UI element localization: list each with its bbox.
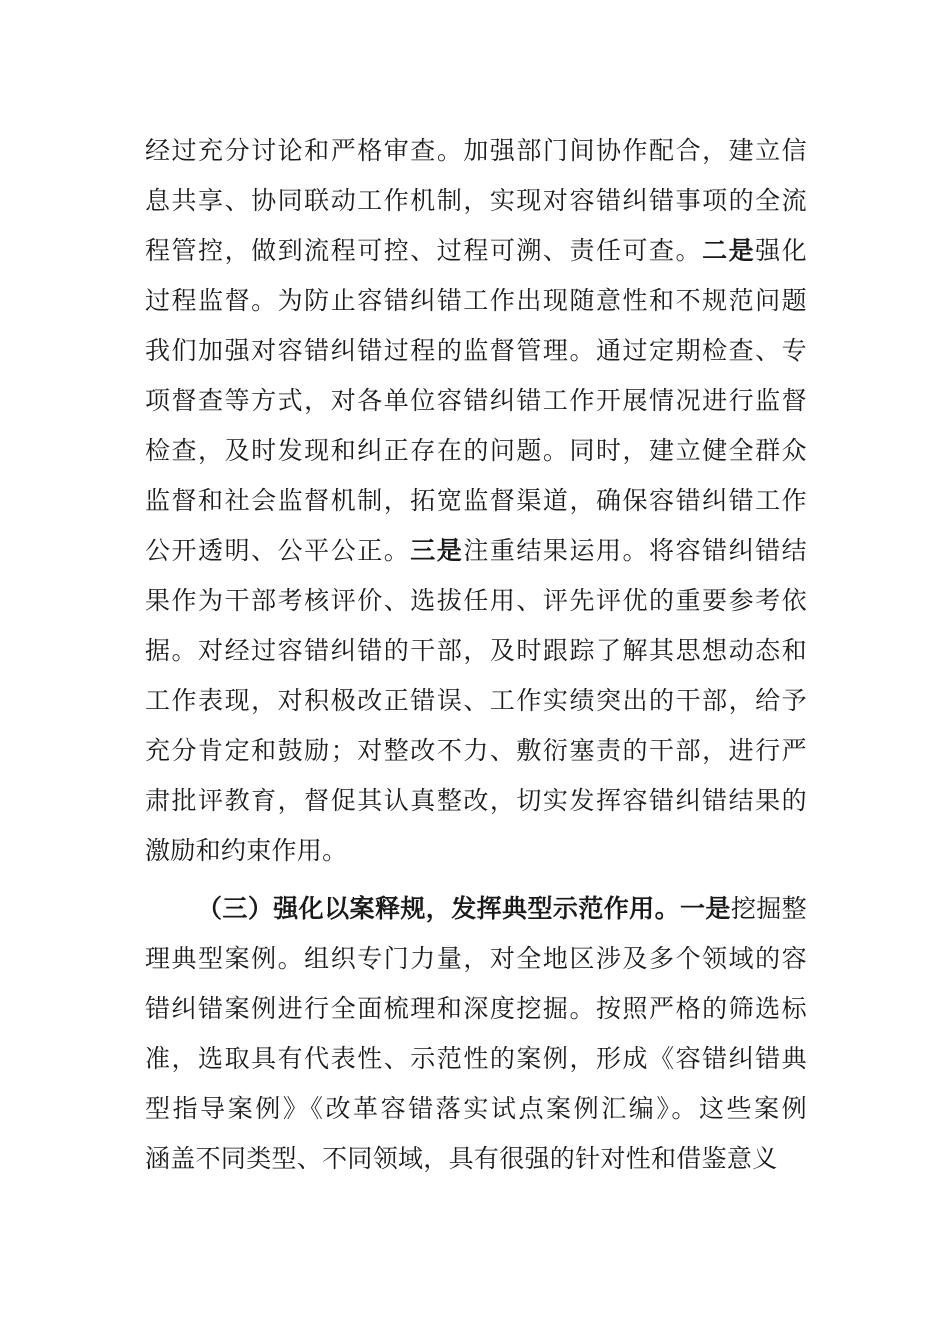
text-line bbox=[145, 376, 807, 426]
text-segment: 涵盖不同类型、不同领域，具有很强的针对性和借鉴意义 bbox=[145, 1144, 778, 1173]
bold-text: （三）强化以案释规，发挥典型示范作用。一是 bbox=[197, 894, 731, 923]
text-line bbox=[145, 726, 807, 776]
text-segment: 挖掘整 bbox=[730, 894, 807, 923]
text-line bbox=[145, 626, 807, 676]
text-segment: 息共享、协同联动工作机制，实现对容错纠错事项的全流 bbox=[145, 186, 807, 215]
text-segment: 我们加强对容错纠错过程的监督管理。通过定期检查、专 bbox=[145, 336, 807, 365]
text-segment: 错纠错案例进行全面梳理和深度挖掘。按照严格的筛选标 bbox=[145, 994, 807, 1023]
text-segment: 型指导案例》《改革容错落实试点案例汇编》。这些案例 bbox=[145, 1094, 807, 1123]
text-segment: 项督查等方式，对各单位容错纠错工作开展情况进行监督 bbox=[145, 386, 807, 415]
text-line bbox=[145, 526, 807, 576]
paragraph-1 bbox=[145, 126, 807, 876]
text-segment: 肃批评教育，督促其认真整改，切实发挥容错纠错结果的 bbox=[145, 786, 807, 815]
text-segment: 理典型案例。组织专门力量，对全地区涉及多个领域的容 bbox=[145, 944, 807, 973]
text-line bbox=[145, 676, 807, 726]
text-segment: 准，选取具有代表性、示范性的案例，形成《容错纠错典 bbox=[145, 1044, 807, 1073]
text-segment: 充分肯定和鼓励；对整改不力、敷衍塞责的干部，进行严 bbox=[145, 736, 807, 765]
text-line bbox=[145, 426, 807, 476]
text-segment: 程管控，做到流程可控、过程可溯、责任可查。 bbox=[145, 236, 703, 265]
text-segment: 激励和约束作用。 bbox=[145, 836, 348, 865]
text-segment: 强化 bbox=[755, 236, 807, 265]
text-segment: 据。对经过容错纠错的干部，及时跟踪了解其思想动态和 bbox=[145, 636, 807, 665]
text-segment: 注重结果运用。将容错纠错结 bbox=[463, 536, 807, 565]
text-line bbox=[145, 776, 807, 826]
text-line bbox=[145, 126, 807, 176]
text-line bbox=[145, 576, 807, 626]
text-line bbox=[145, 984, 807, 1034]
text-segment: 经过充分讨论和严格审查。加强部门间协作配合，建立信 bbox=[145, 136, 807, 165]
text-line bbox=[145, 176, 807, 226]
text-line bbox=[145, 1034, 807, 1084]
text-line bbox=[145, 476, 807, 526]
text-line bbox=[145, 226, 807, 276]
text-line bbox=[145, 884, 807, 934]
text-line bbox=[145, 934, 807, 984]
text-segment: 果作为干部考核评价、选拔任用、评先评优的重要参考依 bbox=[145, 586, 807, 615]
paragraph-2 bbox=[145, 884, 807, 1184]
text-segment: 过程监督。为防止容错纠错工作出现随意性和不规范问题 bbox=[145, 286, 807, 315]
bold-text: 三是 bbox=[410, 536, 464, 565]
text-segment: 公开透明、公平公正。 bbox=[145, 536, 411, 565]
text-line bbox=[145, 276, 807, 326]
text-segment: 工作表现，对积极改正错误、工作实绩突出的干部，给予 bbox=[145, 686, 807, 715]
text-line bbox=[145, 826, 807, 876]
text-segment: 监督和社会监督机制，拓宽监督渠道，确保容错纠错工作 bbox=[145, 486, 807, 515]
text-line bbox=[145, 326, 807, 376]
bold-text: 二是 bbox=[702, 236, 756, 265]
text-line bbox=[145, 1084, 807, 1134]
text-line bbox=[145, 1134, 807, 1184]
text-segment: 检查，及时发现和纠正存在的问题。同时，建立健全群众 bbox=[145, 436, 807, 465]
